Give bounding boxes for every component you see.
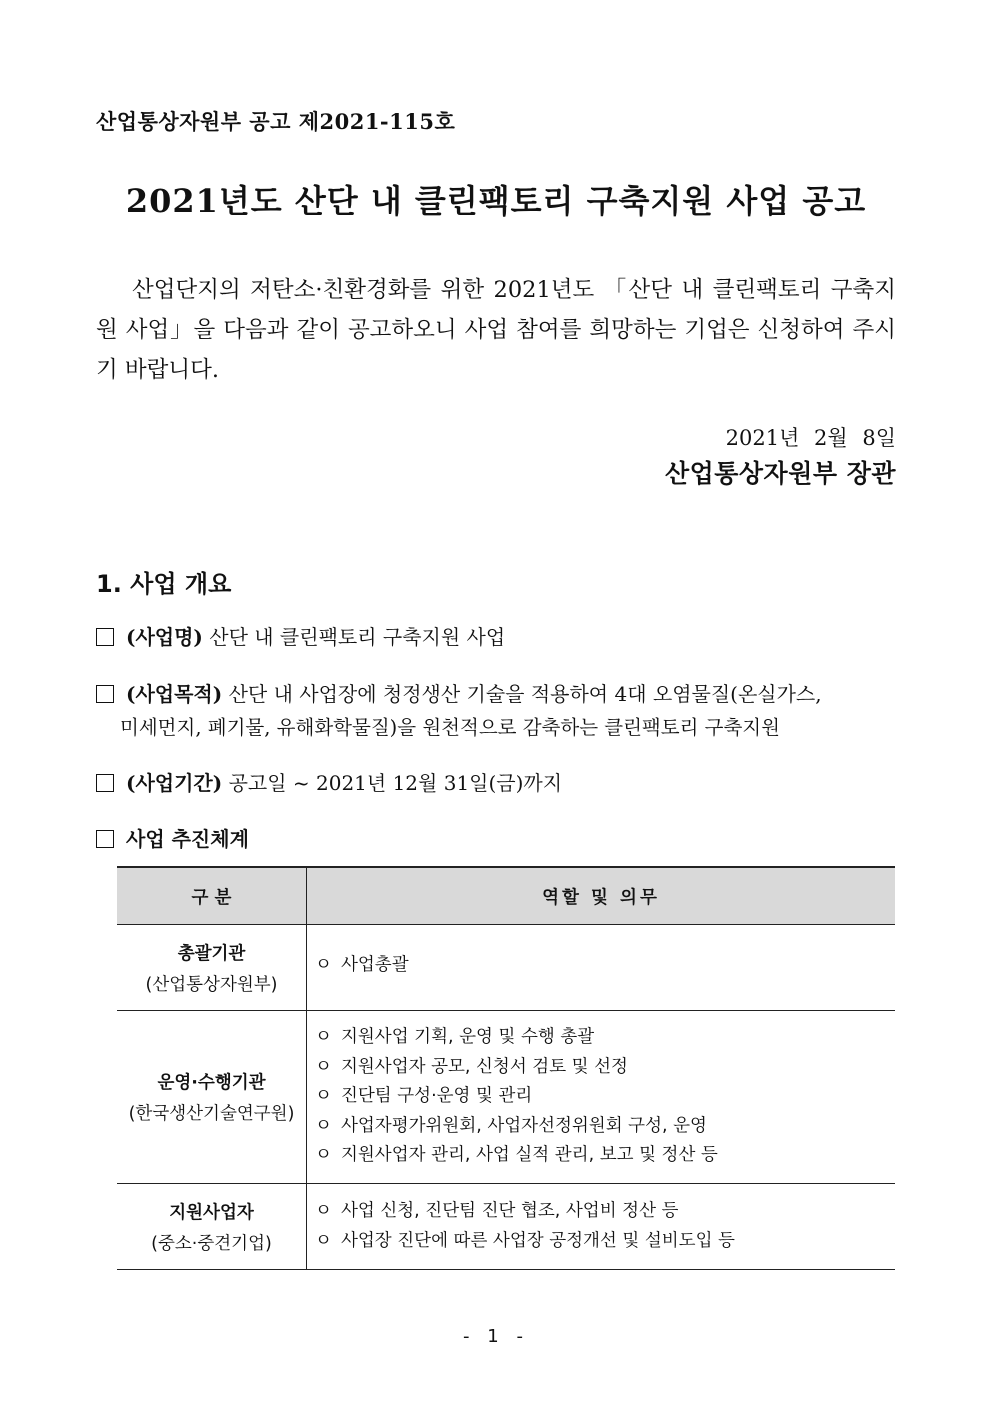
org-subtitle: (한국생산기술연구원)	[128, 1104, 295, 1124]
column-header-roles: 역할 및 의무	[307, 867, 896, 925]
list-item: ㅇ 지원사업자 관리, 사업 실적 관리, 보고 및 정산 등	[315, 1141, 894, 1171]
org-name: 지원사업자	[169, 1202, 254, 1223]
intro-paragraph: 산업단지의 저탄소·친환경화를 위한 2021년도 「산단 내 클린팩토리 구축지원 사업」을 다음과 같이 공고하오니 사업 참여를 희망하는 기업은 신청하여 주시기 바랍니다.	[96, 277, 896, 383]
bullet-icon: ㅇ	[315, 955, 332, 975]
item-text: 공고일 ~ 2021년 12월 31일(금)까지	[228, 771, 563, 795]
table-row	[117, 1184, 895, 1270]
list-item: ㅇ 사업장 진단에 따른 사업장 공정개선 및 설비도입 등	[315, 1227, 894, 1257]
promotion-system-table	[117, 866, 895, 1270]
checkbox-square-icon	[96, 830, 114, 848]
item-text: 산단 내 클린팩토리 구축지원 사업	[209, 625, 506, 649]
bullet-icon: ㅇ	[315, 1145, 332, 1166]
item-project-name	[96, 620, 901, 654]
table-row	[117, 1011, 895, 1184]
duties-cell	[307, 925, 896, 1011]
list-item: ㅇ 지원사업 기획, 운영 및 수행 총괄	[315, 1023, 894, 1053]
org-cell	[117, 1184, 307, 1270]
checkbox-square-icon	[96, 628, 114, 646]
issuer-signature: 산업통상자원부 장관	[664, 459, 896, 488]
bullet-icon: ㅇ	[315, 1201, 332, 1221]
org-name: 총괄기관	[177, 943, 246, 964]
list-item: ㅇ 사업 신청, 진단팀 진단 협조, 사업비 정산 등	[315, 1197, 894, 1227]
item-text: 산단 내 사업장에 청정생산 기술을 적용하여 4대 오염물질(온실가스,	[228, 682, 822, 706]
table-row	[117, 925, 895, 1011]
table-header-row	[117, 867, 895, 925]
org-subtitle: (산업통상자원부)	[145, 974, 278, 995]
item-label: 사업 추진체계	[126, 827, 249, 851]
page-title: 2021년도 산단 내 클린팩토리 구축지원 사업 공고	[125, 182, 867, 220]
list-item: ㅇ 사업총괄	[315, 951, 894, 981]
bullet-icon: ㅇ	[315, 1056, 332, 1077]
bullet-icon: ㅇ	[315, 1115, 332, 1136]
page-number: - 1 -	[463, 1326, 529, 1347]
list-item: ㅇ 사업자평가위원회, 사업자선정위원회 구성, 운영	[315, 1112, 894, 1142]
org-cell	[117, 1011, 307, 1184]
org-cell	[117, 925, 307, 1011]
bullet-icon: ㅇ	[315, 1086, 332, 1107]
org-subtitle: (중소·중견기업)	[151, 1233, 272, 1254]
item-promotion-system	[96, 822, 901, 856]
bullet-icon: ㅇ	[315, 1230, 332, 1251]
notice-number: 산업통상자원부 공고 제2021-115호	[96, 109, 456, 134]
item-text-continued: 미세먼지, 폐기물, 유해화학물질)을 원천적으로 감축하는 클린팩토리 구축지원	[120, 716, 780, 739]
checkbox-square-icon	[96, 774, 114, 792]
org-name: 운영·수행기관	[157, 1073, 266, 1093]
list-item: ㅇ 지원사업자 공모, 신청서 검토 및 선정	[315, 1053, 894, 1083]
section-title: 1. 사업 개요	[96, 570, 232, 598]
item-label: (사업명)	[126, 625, 203, 649]
duties-cell	[307, 1011, 896, 1184]
duties-cell	[307, 1184, 896, 1270]
list-item: ㅇ 진단팀 구성·운영 및 관리	[315, 1082, 894, 1112]
announcement-date: 2021년 2월 8일	[725, 426, 896, 450]
bullet-icon: ㅇ	[315, 1027, 332, 1048]
checkbox-square-icon	[96, 685, 114, 703]
item-label: (사업목적)	[126, 682, 223, 706]
item-label: (사업기간)	[126, 771, 223, 795]
column-header-category: 구 분	[117, 867, 307, 925]
item-project-period	[96, 766, 901, 800]
item-project-purpose	[96, 677, 901, 745]
